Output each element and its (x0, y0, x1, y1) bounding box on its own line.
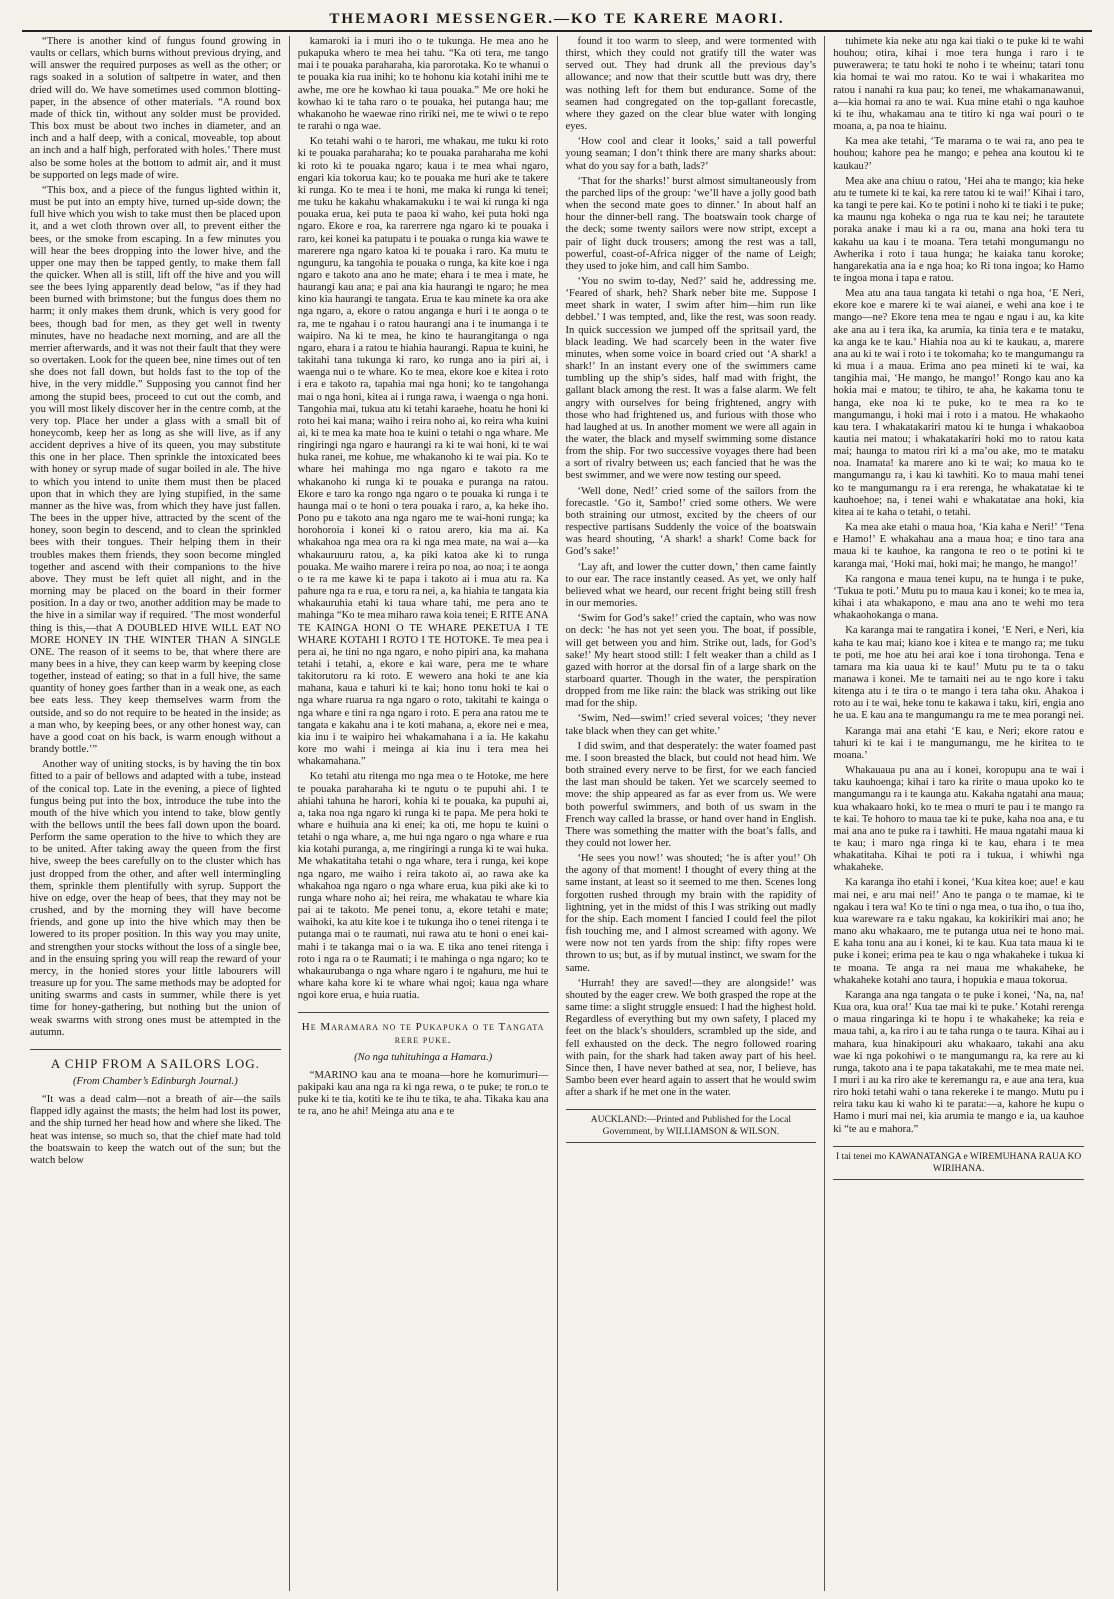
paragraph: found it too warm to sleep, and were tormented with thirst, which they could not gratify till the water was served out. They had drunk all the previous day’s allowance; and now that their scuttle butt was dry, there was nothing left for them but endurance. Some of the seamen had congregated on the top-gallant forecastle, where they gazed on the clear blue water with longing eyes. (565, 36, 817, 133)
paragraph: I did swim, and that desperately: the water foamed past me. I soon breasted the black, but could not head him. We both strained every nerve to be first, for we each fancied the last man should be taken. Yet we scarcely seemed to move: the ship appeared as far as ever from us. We were both powerful swimmers, and both of us swam in the French way called la brasse, or hand over hand in English. There was something the matter with the boat’s falls, and they could not lower her. (565, 740, 817, 849)
column-2 (290, 36, 558, 1591)
paragraph: ‘Well done, Ned!’ cried some of the sailors from the forecastle. ‘Go it, Sambo!’ cried some others. We were both straining our utmost, excited by the cheers of our respective partisans Suddenly the voice of the boatswain was heard shouting, ‘A shark! a shark! Come back for God’s sake!’ (565, 485, 817, 558)
paragraph: Mea atu ana taua tangata ki tetahi o nga hoa, ‘E Neri, ekore koe e marere ki te wai aianei, e wehi ana koe i te mango—ne? Ekore tena mea te ngau e ngau i au, ka kite ake ana au i tera ika, ka arumia, ka tinia tera e te mataku, ka anga ke te kau.’ Hiahia noa au ki te kaukau, a, marere ana au ki te wai i roto i te tokomaha; ko te mangumangu ra ki mua i a maua. Erima ano pea mineti ki te wai, ka tangihia mai, ‘He mango, he mango!’ Rongo kau ano ka hokia mai e matou; te tihiro, te aha, he kakama tonu te hanga, eke noa ki te puke, ko te mea ra ko te mangumangu, i hoki mai i roto i a matou. He whakaoho kau tera. I whakatakariri matou ki te hunga i whakaoboa kautia nei matou; i whakatakariri hoki mo to ratou kata mai; haunga to matou riri ki a ma’ou ake, mo te mataku noa. Inamata! ka marere ano ki te wai; ko maua ko te mangumangu ra, i kau ki tawhiti. Ko to maua mahi tenei ko te mangumangu ra i era rerenga, he whakatatae ki te kauhoehoe; na, i tenei wahi e whakatatae ana hoki, kia kitea ai te kaha o tetahi, o tetahi. (833, 288, 1084, 518)
paragraph: Ka karanga iho etahi i konei, ‘Kua kitea koe; aue! e kau mai nei, e aru mai nei!’ Ano te panga o te mamae, ki te ngakau i tera wa! Ko te tini o nga mea, o tua iho, o tua iho, kua wareware ra e taku ngakau, ka kokirikiri mai ano; he mano aku whakaaro, me te putanga utua nei te hono mai. E kaha tonu ana au i konei, ki te kau. Kua tata maua ki te puke i konei; erima pea te kau o nga whakaheke i tukua ki te moana. Te anga ra nei maua me whakaheke, he whakaheke kotahi ano taura, i hopukia e maua tokorua. (833, 877, 1084, 986)
paragraph: kamaroki ia i muri iho o te tukunga. He mea ano he pukapuka whero te mea hei tahu. “Ka oti tera, me tango mai i te pouaka paraharaha, kia parorotaka. Ko te whanui o te pouaka kia rua inihi; ko te hohonu kia kotahi inihi me te awhe, me ore he kowhao ki taua pouaka.” Me ore hoki he kowhao ki te taha raro o te pouaka, hei putanga hau; me whakanoho he waewae rino ririki nei, me te wiwi o te repo te rarahi o nga wae. (297, 36, 549, 133)
imprint-maori: I tai tenei mo KAWANATANGA e WIREMUHANA RAUA KO WIRIHANA. (833, 1146, 1084, 1180)
paragraph: “There is another kind of fungus found growing in vaults or cellars, which burns without previous drying, and will answer the required purposes as well as the other; or rags soaked in a solution of saltpetre in water, and then dried will do. We have sometimes used common blotting-paper, in the absence of other materials. “A round box made of thick tin, without any solder must be provided. This box must be about two inches in diameter, and an inch and a half deep, with a conical, moveable, top about an inch and a half high, perforated with holes.’ There must also be some holes at the bottom to admit air, and it must be supported on legs made of wire. (30, 36, 281, 181)
paragraph: ‘Swim for God’s sake!’ cried the captain, who was now on deck: ‘he has not yet seen you. The boat, if possible, will get between you and him. Strike out, lads, for God’s sake!’ My heart stood still: I felt weaker than a child as I gazed with horror at the dorsal fin of a large shark on the starboard quarter. Though in the water, the perspiration dropped from me like rain: the black was striking out like mad for the ship. (565, 613, 817, 710)
paragraph: Whakauaua pu ana au i konei, koropupu ana te wai i taku kauhoenga; kihai i taro ka ririte o maua upoko ko te mangumangu ra i te kaunga atu. Kakaha ngatahi ana maua; kua whakaaro hoki, ko te mea o muri te pau i te mango ra te kai. Te hohoro to maua tae ki te puke, kaha noa ana, e tu mai ana ano te puke ra i tawhiti. He maua ngatahi maua ki te kau; i maro nga ringa ki te kau, ehara i te mea whakatitaha. Kihai te poti ra i tukua, i whiwhi nga whakaheke. (833, 765, 1084, 874)
paragraph: ‘Lay aft, and lower the cutter down,’ then came faintly to our ear. The race instantly ceased. As yet, we only half believed what we heard, our recent fright being still fresh in our memories. (565, 561, 817, 610)
paragraph: tuhimete kia neke atu nga kai tiaki o te puke ki te wahi houhou; otira, kihai i moe tera hunga i raro i te puwerawera; te tatu hoki te noho i te wheinu; tatari tonu kia homai te wai mo ratou. Ko te wai i whakaritea mo ratou i nanahi ra kua pau; ko tenei, me whakamanawanui, a—kia homai ra ano te wai. Kua mine etahi o nga kauhoe ki te ihu, whakamau ana te titiro ki nga wai pouri o te moana, a, pa noa te hiainu. (833, 36, 1084, 133)
maori-sailor-story (833, 36, 1084, 1136)
paragraph: Ko tetahi wahi o te harori, me whakau, me tuku ki roto ki te pouaka paraharaha; ko te pouaka paraharaha me kohi ki roto ki te pouaka ngaro; kaua i te mea whai ngaro, engari kia tokorua kau; ko te pouaka me huri ake te takere ki runga. Ko te mea i te honi, me maka ki runga ki tenei; me tuku he kakahu whakamakuku i te wai ki runga ki nga pouaka erua, kei puta te paoa ki waho, kei puta hoki nga ngaro. Ekore e roa, ka rarerrere nga ngaro ki te pouaka i raro, kei konei ka patupatu i te pouaka o runga kia wawe te marerere nga ngaro katoa ki te pouaka i raro. Ka mutu te ngunguru, ka tangohia te pouaka o runga, ka kite koe i nga ngaro e takoto ana ano he mate; ehara i te mea i mate, he haurangi kau ana; e pai ana kia haurangi te ngaro; he mea kino kia haurangi te tangata. Erua te kau minete ka ora ake nga ngaro, a, ekore o ratou anganga e huri i te aonga o te ra, me te ngahau i o ratou haurangi ana i te inumanga i te waipiro. Na ki te mea, he kino te haurangitanga o nga ngaro, ehara i a ratou te hiahia haurangi. Rapua te kuini, he takitahi tana tukunga ki raro, ko runga ano ia piri ai, i waenga nui o te whare. Ko te mea, ekore koe e kitea i roto i era e takoto ra, tapahia mai nga honi; ko te tangohanga mai o nga honi, kitea ai i runga rawa, i waenga o nga honi. Tangohia mai, tukua atu ki tetahi karaehe, hoatu he honi ki roto hei kai mana; waiho i reira noho ai, ko reira wha kuini ai, ki te mea ka mate hoa te kuini o tetahi o nga whare. Me ringiringi nga ngaro e haurangi ra ki te wai honi, ki te wai huka ranei, me kohue, me whakanoho ki te wai pia. Ko te whare hei mahinga mo nga ngaro e takoto ra me whakanoho ki runga ki te pouaka e puranga na ratou. Ekore e taro ka rongo nga ngaro o te pouaka ki runga i te haunga mai o te honi o tera pouaka i raro, a, ka heke iho. Pono pu e takoto ana nga ngaro me te wai-honi runga; ka horohoroia i konei ki o ratou arero, kia ma ai. Ka whakahoa nga mea ora ra ki nga mea mate, na wai a—ka whakauruuru ratou, a, ka piki katoa ake ki to runga pouaka. Me waiho marere i reira po noa, ao noa; i te aonga o te ra me kawe ki te papa i takoto ai i mua atu ra. Ka pahure nga ra e rua, e toru ra nei, a, ka hiahia te tangata kia whakauruhia etahi ki taua whare tahi, me pera ano te mahinga “Ko te mea miharo rawa koia tenei; E RITE ANA TE KAINGA HONI O TE WHARE PEKETUA I TE WHARE KOTAHI I ROTO I TE HOTOKE. Te mea pea i pera ai, he tini no nga ngaro, e noho pipiri ana, ka mahana tetahi i tetahi, a, ekore e kai ware, pera me te whare takitorutoru ra ki roto. E wewero ana hoki te ane kia mahana, kaua e tahuri ki te kai; hono tonu hoki te kai o nga whare ruarua ra nga ngaro o roto, takitahi te kainga o nga whare e tini ra nga ngaro i roto. E pera ana ratou me te tangata e kakahu ana i te koti mahana, a, ekore nei e mea, kia inu i te waipiro hei whakamahana i a ia. He kakahu kore mo wahi i meinga ai kia inu i tera mea hei whakamahana.” (297, 136, 549, 768)
masthead-title: THEMAORI MESSENGER.—KO TE KARERE MAORI. (22, 8, 1092, 32)
chip-heading: A CHIP FROM A SAILORS LOG. (30, 1049, 281, 1070)
maori-heading: He Maramara no te Pukapuka o te Tangata rere puke. (298, 1012, 549, 1045)
chip-source: (From Chamber’s Edinburgh Journal.) (72, 1075, 238, 1087)
paragraph: Karanga ana nga tangata o te puke i konei, ‘Na, na, na! Kua ora, kua ora!’ Kua tae mai ki te puke.’ Kotahi rerenga o maua ringaringa ki te hopu i te whakaheke; ka reia e maua tahi, a, ka riro i au te taha runga o te taura. Kihai au i mahara, kua hinakipouri aku whakaaro, takahi ana aku wae ki nga pokohiwi o te mangumangu ra, ka rere au ki runga, takoto ana i te papa takatakahi, me te mea mate nei. I muri i au ka riro ake te keremangu ra, e aue ana tera, kua riro hoki tetahi wahi o tana rekereke i te mango. Mutu pu i reira taku kau ki waho ki te parata:—a, kahore he kupu o Hamo i muri mai nei, kia arumia te mango e ia, ua kauhoe ki “te au e mahora.” (833, 989, 1084, 1135)
paragraph: Karanga mai ana etahi ‘E kau, e Neri; ekore ratou e tahuri ki te kai i te mangumangu, me he kiritea to te moana.’ (833, 725, 1084, 761)
column-3 (558, 36, 826, 1591)
chip-article (30, 1094, 281, 1167)
paragraph: Ko tetahi atu ritenga mo nga mea o te Hotoke, me here te pouaka paraharaha ki te ngutu o te pupuhi ahi. I te ahiahi tahuna he harori, kohia ki te pouaka, ka pupuhi ai, a, taka noa nga ngaro ki runga ki te papa. Me pera hoki te whare e huihuia ana ki enei; ka oti, me hopu te kuini o tetahi o nga whare, a, me hui nga ngaro o nga whare e rua kia kotahi puranga, a, me ringiringi a runga ki te wai huka. Me whakatitaha tetahi o nga whare, tera i runga, kei kope nga ngaro, me waiho i reira takoto ai, ao rawa ake ka whakahoa nga ngaro o nga whare erua, kua piki ake ki to runga whare noho ai; hei reira, me whakatau te whare kia pai ai te takoto. Me penei tonu, a, ekore tetahi e mate; waihoki, ka atu kite koe i te tukunga iho o tenei ritenga i te putanga mai o te raumati, nui rawa atu te honi o enei kai-mahi i te takanga mai o ia wa. E tika ano tenei ritenga i roto i nga ra o te Raumati; i te mahinga o nga ngaro; ko te whakaurubanga o nga whare ngaro i te ngahuru, me hui te whare kaha kore ki te whare whai ngoi; kaua nga whare ngoi kore erua, e huia ruatia. (297, 771, 549, 1002)
paragraph: ‘Swim, Ned—swim!’ cried several voices; ‘they never take black when they can get white.’ (565, 713, 817, 737)
paragraph: ‘How cool and clear it looks,’ said a tall powerful young seaman; I don’t think there are many sharks about: what do you say for a bath, lads?’ (565, 136, 817, 172)
column-4 (825, 36, 1092, 1591)
paragraph: ‘That for the sharks!’ burst almost simultaneously from the parched lips of the group: ‘we’ll have a jolly good bath when the second mate goes to dinner.’ In about half an hour the dinner-bell rang. The boatswain took charge of the deck; some twenty sailors were now stript, except a pair of light duck trousers; among the rest was a tall, powerful, coast-of-Africa nigger of the name of Leigh; they used to joke him, and call him Sambo. (565, 175, 817, 272)
paragraph: Another way of uniting stocks, is by having the tin box fitted to a pair of bellows and adapted with a tube, instead of the conical top. Late in the evening, a piece of lighted fungus being put into the box, introduce the tube into the mouth of the hive which you intend to take, blow gently with the bellows until the bees fall down upon the board. Perform the same operation to the hive to which they are to be united. After taking away the queen from the first hive, sweep the bees carefully on to the cluster which has just dropped from the other, and after well intermingling them, sprinkle them plentifully with syrup. Support the hive on edge, over the heap of bees, that they may not be crushed, and by the morning they will have become friends, and gone up into the hive which may then be lowered to its proper position. In this way you may unite, and strengthen your stocks without the loss of a single bee, and in the ensuing spring you will reap the reward of your mercy, in the honied stores your little labourers will treasure up for you. The same methods may be adopted for uniting swarms and casts in summer, while there is yet time for honey-gathering, but nothing but the union of weak swarms with strong ones must be attempted in the autumn. (30, 759, 281, 1038)
paragraph: Ka mea ake etahi o maua hoa, ‘Kia kaha e Neri!’ ‘Tena e Hamo!’ E whakahau ana a maua hoa; e tino tara ana maua ki te kauhoe, ka rangona te reo o te potini ki te karanga mai, ‘Hoki mai, hoki mai; he mango, he mango!’ (833, 522, 1084, 570)
paragraph: Mea ake ana chiuu o ratou, ‘Hei aha te mango; kia heke atu te tumete ki te kai, ka rere tatou ki te wai!’ Kihai i taro, ka tangi te pere kai. Ko te potini i noho ki te tiaki i te puke; ka maunu nga koheka o nga rua te kau nei; he tarautete poraka anake i mau ki a ra ou, mana ana hoki tera tu kakahu ua kau i te moana. Tera tetahi mongumangu no Awherika i roto i taua hunga; he kaiaka tanu koroke; hangarekatia ana ia e nga hoa; ko Ri tona ingoa; ko Hamo te ingoa mona i tapa e ratou. (833, 175, 1084, 284)
paragraph: “It was a dead calm—not a breath of air—the sails flapped idly against the masts; the helm had lost its power, and the ship turned her head how and where she liked. The heat was intense, so much so, that the chief mate had told the boatswain to keep the watch out of the sun; but the watch below (30, 1094, 281, 1166)
paragraph: ‘He sees you now!’ was shouted; ‘he is after you!’ Oh the agony of that moment! I thought of every thing at the same instant, at least so it seemed to me then. Scenes long forgotten rushed through my brain with the rapidity of lightning, yet in the midst of this I was striking out madly for the ship. Each moment I fancied I could feel the pilot fish touching me, and I almost screamed with agony. We were now not ten yards from the ship: fifty ropes were thrown to us; but, as if by mutual instinct, we swam for the same. (565, 853, 817, 974)
column-1 (22, 36, 290, 1591)
paragraph: Ka rangona e maua tenei kupu, na te hunga i te puke, ‘Tukua te poti.’ Mutu pu to maua kau i konei; ko te mea ia, kihai i ata whakapono, e mau ana ano te wehi mo tera whakaohokanga o mana. (833, 573, 1084, 622)
maori-source: (No nga tuhituhinga a Hamara.) (354, 1051, 493, 1063)
paragraph: “This box, and a piece of the fungus lighted within it, must be put into an empty hive, turned up-side down; the full hive which you wish to take must then be placed upon it, and a wet cloth thrown over all, to prevent either the bees, or the smoke from escaping. In a few minutes you will hear the bees dropping into the lower hive, and the upper one may then be tapped gently, to make them fall the quicker. When all is still, lift off the hive and you will see the bees lying apparently dead below, “as if they had been burned with brimstone; but the fungus does them no harm; it only makes them drunk, which is very good for bees, though bad for men, as they get well in twenty minutes, have no headache next morning, and are all the merrier afterwards, and it was not their fault that they were so overtaken. Look for the queen bee, nine times out of ten she does not fall down, but holds fast to the top of the hive, in the very middle.” Supposing you cannot find her among the stupid bees, proceed to cut out the comb, and you will most likely discover her in the centre comb, at the very top. Place her under a glass with a small bit of honeycomb, keep her as long as she will live, as if any accident deprives a hive of its queen, you may substitute this one in her place. Then sprinkle the intoxicated bees with honey or syrup made of sugar boiled in ale. The hive to which you intend to unite them must then be placed upon that in which they are lying stupified, in the same manner as the hive was, from which they have just fallen. The bees in the upper hive, attracted by the scent of the honey, soon begin to descend, and to clean the sprinkled bees with their tongues. Their helping them in their troubles makes them friends, they soon become mingled together and ascend with their companions to the hive above. They must be left quiet all night, and in the morning may be placed on the board in their former position. In a day or two, another addition may be made to the hive in a similar way if required. ‘The most wonderful thing is this,—that A DOUBLED HIVE WILL EAT NO MORE HONEY IN THE WINTER THAN A SINGLE ONE. The reason of it seems to be, that where there are many bees in a hive, they can keep warm by keeping close together, instead of eating; so that in a full hive, the same quantity of honey goes farther than in a weak one, as each bee eats less. They keep themselves warm from the outside, and so do not require to be heated in the inside; as a man who, by keeping bees, or any other honest way, can have a good coat on his back, is warm enough without a brandy bottle.’” (30, 184, 281, 756)
paragraph: Ka mea ake tetahi, ‘Te marama o te wai ra, ano pea te houhou; kahore pea he mango; e pehea ana koutou ki te kaukau?’ (833, 136, 1084, 172)
paragraph: Ka karanga mai te rangatira i konei, ‘E Neri, e Neri, kia kaha te kau mai; kiano koe i kitea e te mango ra; me tuku te poti, me hoe atu hei arai koe i tona tirohonga. Tena e tamara ma kia uaua ki te kau!’ Mutu pu te ta o taku manawa i konei. Me te tamaiti nei au te ngo kore i taku kitenga atu i te tira o te mango i tera taha oku. Ahakoa i roto au i te wai, heke tonu te kakawa i taku, kiri, engia ano he ua. E kau ana te mangumangu ra me te mea porangi nei. (833, 625, 1084, 722)
maori-chip-article (298, 1070, 549, 1119)
paragraph: ‘You no swim to-day, Ned?’ said he, addressing me. ‘Feared of shark, heh? Shark neber bite me. Suppose I meet shark in water, I swim after him—him run like debbel.’ I was tempted, and, like the rest, was soon ready. In quick succession we jumped off the spritsail yard, the black leading. We had scarcely been in the water five minutes, when some voice in board cried out ‘A shark! a shark!’ In an instant every one of the swimmers came tumbling up the ship’s sides, half mad with fright, the gallant black among the rest. It was a false alarm. We felt angry with ourselves for being frightened, angry with those who had frightened us, and furious with those who had laughed at us. In another moment we were all again in the water, the black and myself swimming some distance from the ship. For two successive voyages there had been a sort of rivalry between us; each fancied that he was the best swimmer, and we were now testing our speed. (565, 275, 817, 482)
bees-article (30, 36, 281, 1039)
maori-bees-article (298, 36, 549, 1002)
imprint-english: AUCKLAND:—Printed and Published for the Local Government, by WILLIAMSON & WILSON. (566, 1109, 817, 1143)
columns (22, 36, 1092, 1591)
paragraph: “MARINO kau ana te moana—hore he komurimuri—pakipaki kau ana nga ra ki nga rewa, o te puke; te ron.o te puke ki te tia, kotiti ke te ihu te tika, te aha. Tikaka kau ana te ra, ano he ahi! Meinga atu ana e te (297, 1069, 549, 1118)
sailor-story (566, 36, 817, 1099)
paragraph: ‘Hurrah! they are saved!—they are alongside!’ was shouted by the eager crew. We both grasped the rope at the same time: a slight struggle ensued: I had the highest hold. Regardless of everything but my own safety, I placed my feet on the black’s shoulders, scrambled up the side, and fell exhausted on the deck. The negro followed roaring with pain, for the shark had taken away part of his heel. Since then, I have never bathed at sea, nor, I believe, has Sambo been ever heard again to assert that he would swim after a shark if he met one in the water. (565, 977, 817, 1099)
